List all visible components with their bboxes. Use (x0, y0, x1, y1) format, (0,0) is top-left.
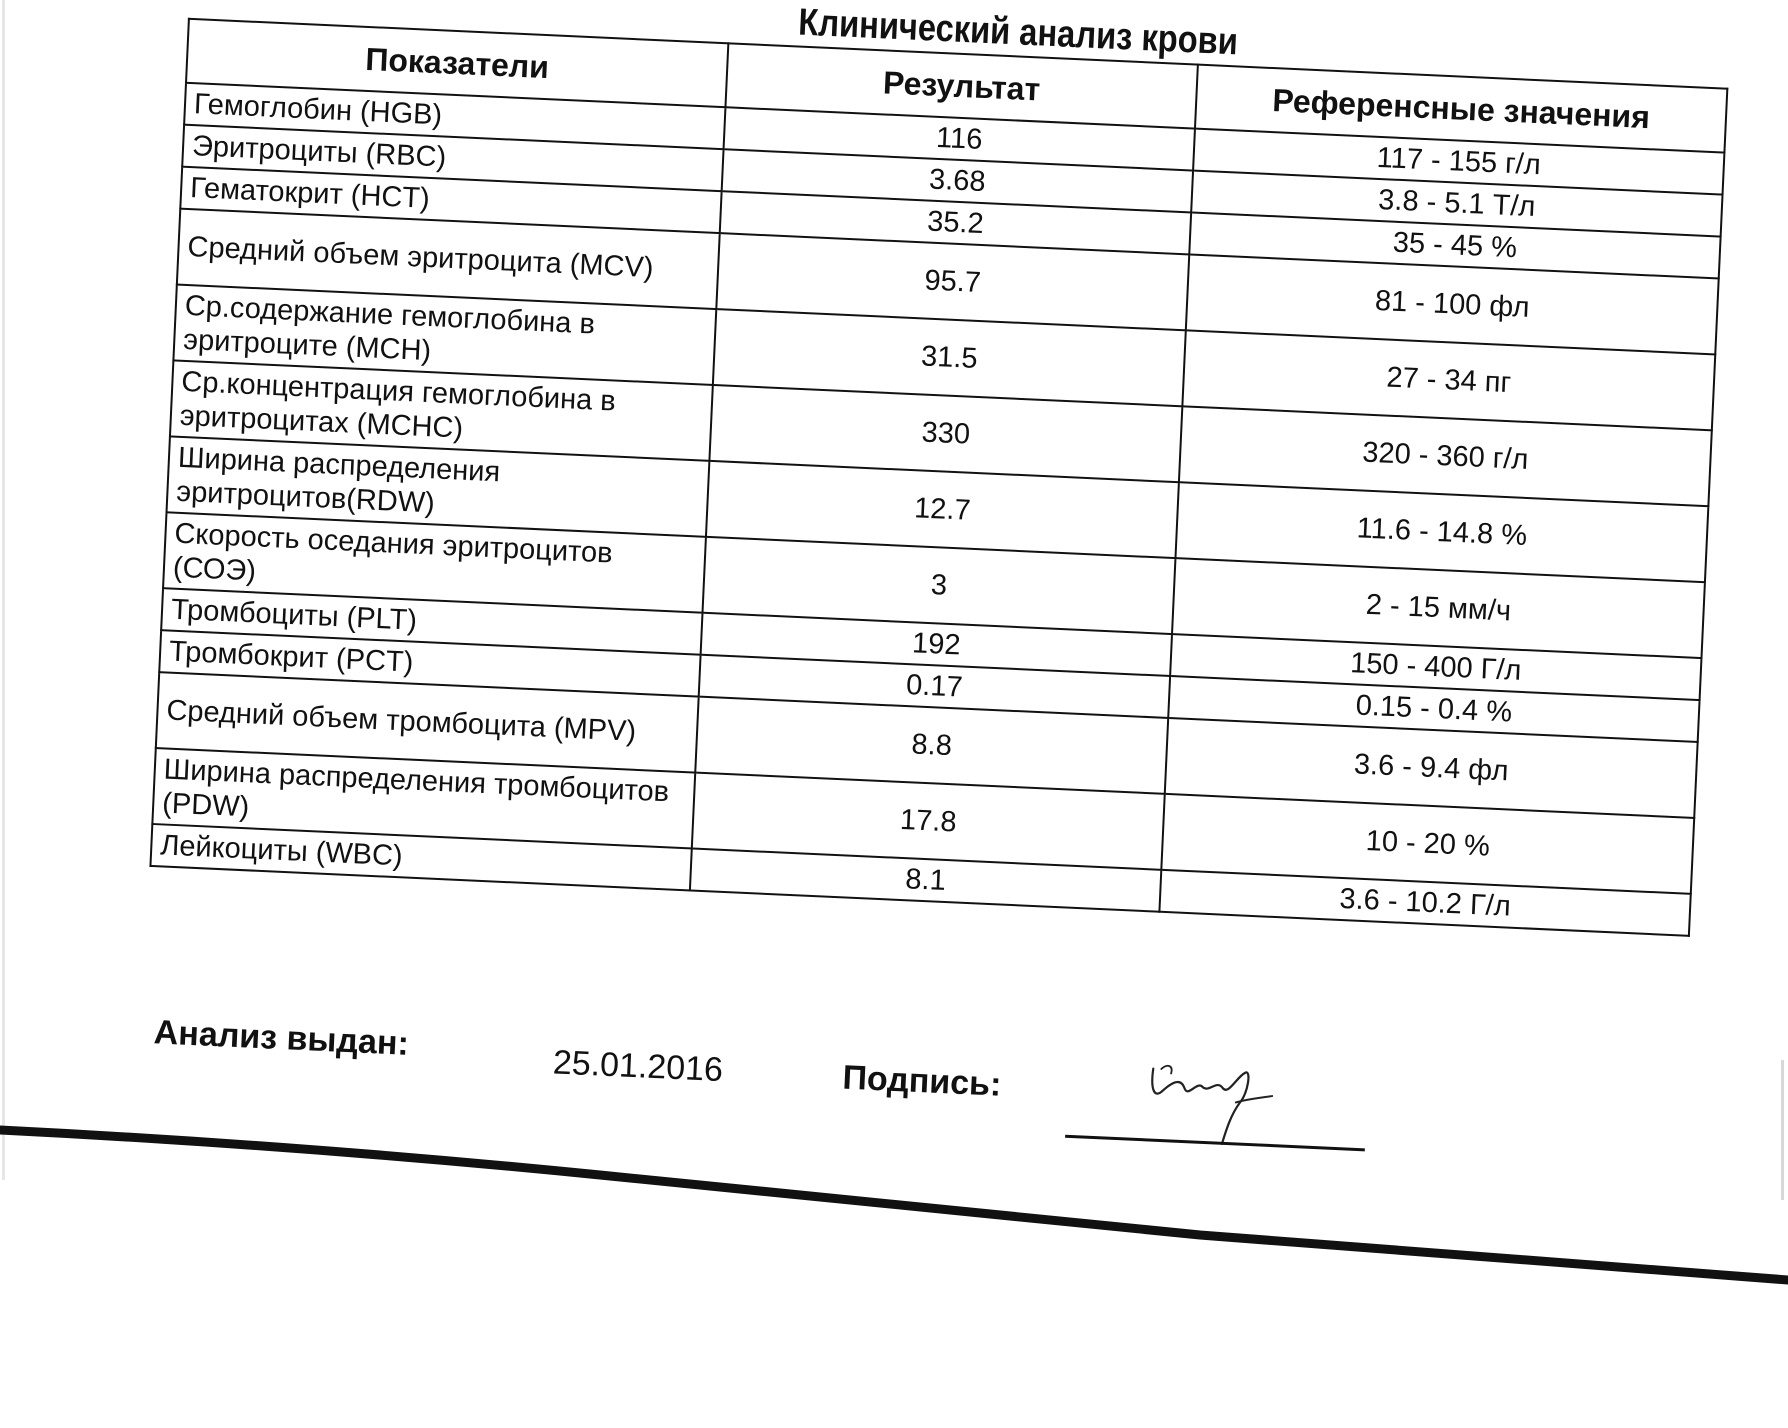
column-header-result: Результат (725, 43, 1197, 128)
result-value: 31.5 (920, 340, 979, 375)
table-body (150, 83, 1724, 936)
column-header-indicator: Показатели (186, 19, 728, 107)
indicator-name: Гемоглобин (HGB) (193, 88, 443, 132)
indicator-name: Ширина распределения тромбоцитов (PDW) (161, 753, 670, 824)
reference-range: 10 - 20 % (1365, 825, 1491, 863)
blood-test-document (150, 0, 1748, 1104)
indicator-name: Средний объем тромбоцита (MPV) (165, 694, 637, 748)
reference-range: 3.6 - 10.2 Г/л (1338, 882, 1512, 923)
result-value: 17.8 (899, 803, 958, 839)
signature-label: Подпись: (841, 1058, 1003, 1104)
reference-range: 3.8 - 5.1 Т/л (1377, 183, 1537, 224)
scan-edge-left (2, 0, 5, 1180)
result-value: 8.1 (904, 863, 947, 898)
result-value: 116 (935, 121, 984, 156)
result-value: 3 (930, 569, 948, 602)
indicator-name: Лейкоциты (WBC) (159, 829, 404, 873)
column-header-reference: Референсные значения (1195, 65, 1727, 153)
result-value: 3.68 (928, 163, 987, 199)
issued-label: Анализ выдан: (153, 1013, 410, 1063)
reference-range: 0.15 - 0.4 % (1355, 689, 1513, 729)
reference-range: 320 - 360 г/л (1361, 436, 1530, 477)
reference-range: 11.6 - 14.8 % (1356, 512, 1528, 553)
result-value: 330 (920, 416, 971, 451)
reference-range: 117 - 155 г/л (1376, 141, 1542, 182)
indicator-name: Ср.содержание гемоглобина в эритроците (MCH) (182, 289, 596, 368)
result-value: 12.7 (913, 492, 972, 527)
document-title: Клинический анализ крови (797, 1, 1239, 64)
reference-range: 2 - 15 мм/ч (1365, 588, 1512, 628)
result-value: 192 (911, 627, 962, 662)
reference-range: 150 - 400 Г/л (1349, 647, 1523, 687)
result-value: 35.2 (926, 205, 985, 241)
indicator-name: Средний объем эритроцита (MCV) (186, 231, 655, 285)
indicator-name: Ср.концентрация гемоглобина в эритроцитах (MCHC) (179, 365, 617, 445)
indicator-name: Тромбоциты (PLT) (170, 593, 418, 637)
reference-range: 81 - 100 фл (1374, 284, 1531, 324)
result-value: 0.17 (905, 669, 964, 704)
indicator-name: Скорость оседания эритроцитов (СОЭ) (172, 517, 614, 588)
result-value: 95.7 (923, 264, 982, 299)
results-table (149, 18, 1728, 937)
reference-range: 35 - 45 % (1392, 226, 1518, 265)
indicator-name: Ширина распределения эритроцитов(RDW) (175, 441, 501, 520)
paper-edge-line (0, 1100, 1788, 1300)
indicator-name: Тромбокрит (PCT) (168, 635, 415, 679)
reference-range: 3.6 - 9.4 фл (1353, 748, 1510, 788)
issued-date: 25.01.2016 (552, 1043, 724, 1090)
indicator-name: Эритроциты (RBC) (191, 130, 447, 174)
result-value: 8.8 (910, 728, 953, 763)
indicator-name: Гематокрит (HCT) (189, 172, 431, 215)
reference-range: 27 - 34 пг (1385, 361, 1512, 400)
